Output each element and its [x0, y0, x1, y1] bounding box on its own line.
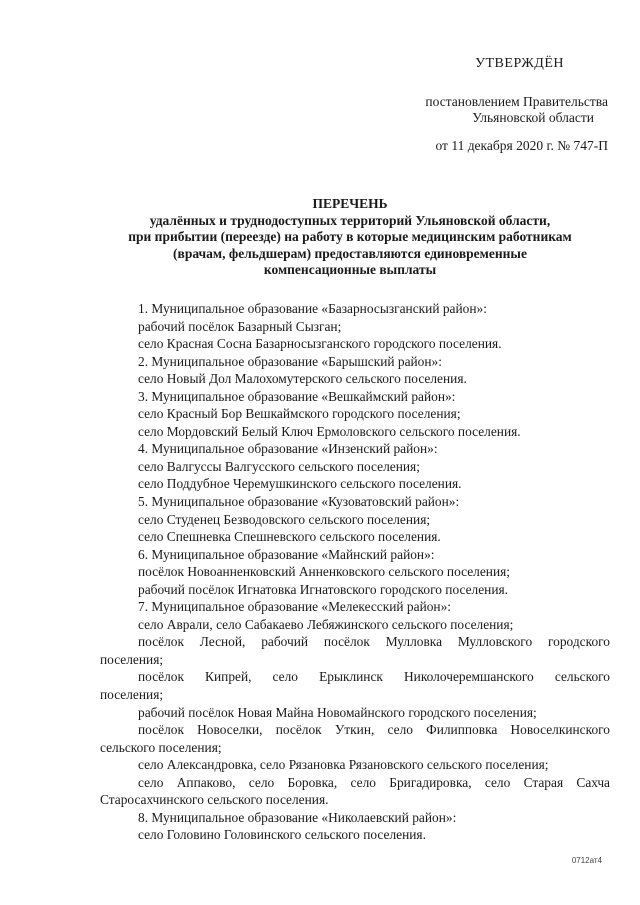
list-line: 8. Муниципальное образование «Николаевский район»:: [138, 809, 457, 825]
approval-line-2: Ульяновской области: [472, 110, 594, 125]
list-line: село Аппаково, село Боровка, село Бригадировка, село Старая Сахча: [138, 774, 610, 790]
heading-title: ПЕРЕЧЕНЬ: [312, 196, 388, 211]
list-line: рабочий посёлок Новая Майна Новомайнского городского поселения;: [138, 704, 537, 720]
list-line: село Спешневка Спешневского сельского поселения.: [138, 529, 441, 545]
list-line: 2. Муниципальное образование «Барышский район»:: [138, 353, 442, 369]
territory-list: [100, 300, 610, 844]
list-line: село Красная Сосна Базарносызганского городского поселения.: [138, 336, 502, 352]
approval-date: от 11 декабря 2020 г. № 747-П: [435, 138, 608, 153]
list-line: посёлок Новоанненковский Анненковского сельского поселения;: [138, 564, 511, 580]
list-line: село Головино Головинского сельского поселения.: [138, 827, 426, 843]
list-line: 5. Муниципальное образование «Кузоватовский район»:: [138, 494, 460, 510]
list-line: 3. Муниципальное образование «Вешкаймский район»:: [138, 388, 456, 404]
list-line: село Мордовский Белый Ключ Ермоловского сельского поселения.: [138, 423, 521, 439]
heading-line: компенсационные выплаты: [263, 262, 437, 278]
list-line: село Поддубное Черемушкинского сельского поселения.: [138, 476, 462, 492]
list-line: Старосахчинского сельского поселения.: [100, 792, 329, 808]
document-heading: [90, 196, 610, 279]
approval-title: УТВЕРЖДЁН: [475, 56, 564, 71]
list-line: село Студенец Безводовского сельского поселения;: [138, 511, 431, 527]
approval-line-1: постановлением Правительства: [425, 94, 608, 109]
list-line: село Красный Бор Вешкаймского городского поселения;: [138, 406, 461, 422]
list-line: рабочий посёлок Игнатовка Игнатовского городского поселения.: [138, 581, 508, 597]
list-line: поселения;: [100, 687, 164, 703]
list-line: рабочий посёлок Базарный Сызган;: [138, 318, 342, 334]
list-line: село Александровка, село Рязановка Рязановского сельского поселения;: [138, 757, 549, 773]
footer-code: 0712ат4: [571, 856, 602, 865]
list-line: 1. Муниципальное образование «Базарносызганский район»:: [138, 301, 487, 316]
list-line: 7. Муниципальное образование «Мелекесский район»:: [138, 599, 452, 615]
list-line: село Новый Дол Малохомутерского сельского поселения.: [138, 371, 467, 387]
list-line: поселения;: [100, 651, 164, 667]
list-line: посёлок Новоселки, посёлок Уткин, село Филипповка Новоселкинского: [138, 722, 610, 738]
list-line: посёлок Кипрей, село Ерыклинск Николочеремшанского сельского: [138, 669, 610, 685]
heading-line: при прибытии (переезде) на работу в которые медицинским работникам: [128, 229, 572, 245]
list-line: село Аврали, село Сабакаево Лебяжинского сельского поселения;: [138, 616, 514, 632]
heading-line: (врачам, фельдшерам) предоставляются единовременные: [173, 245, 527, 261]
heading-line: удалённых и труднодоступных территорий Ульяновской области,: [149, 212, 551, 228]
list-line: сельского поселения;: [100, 739, 222, 755]
list-line: село Валгуссы Валгусского сельского поселения;: [138, 458, 420, 474]
list-line: 4. Муниципальное образование «Инзенский район»:: [138, 441, 438, 457]
list-line: 6. Муниципальное образование «Майнский район»:: [138, 546, 435, 562]
list-line: посёлок Лесной, рабочий посёлок Мулловка Мулловского городского: [138, 634, 610, 650]
